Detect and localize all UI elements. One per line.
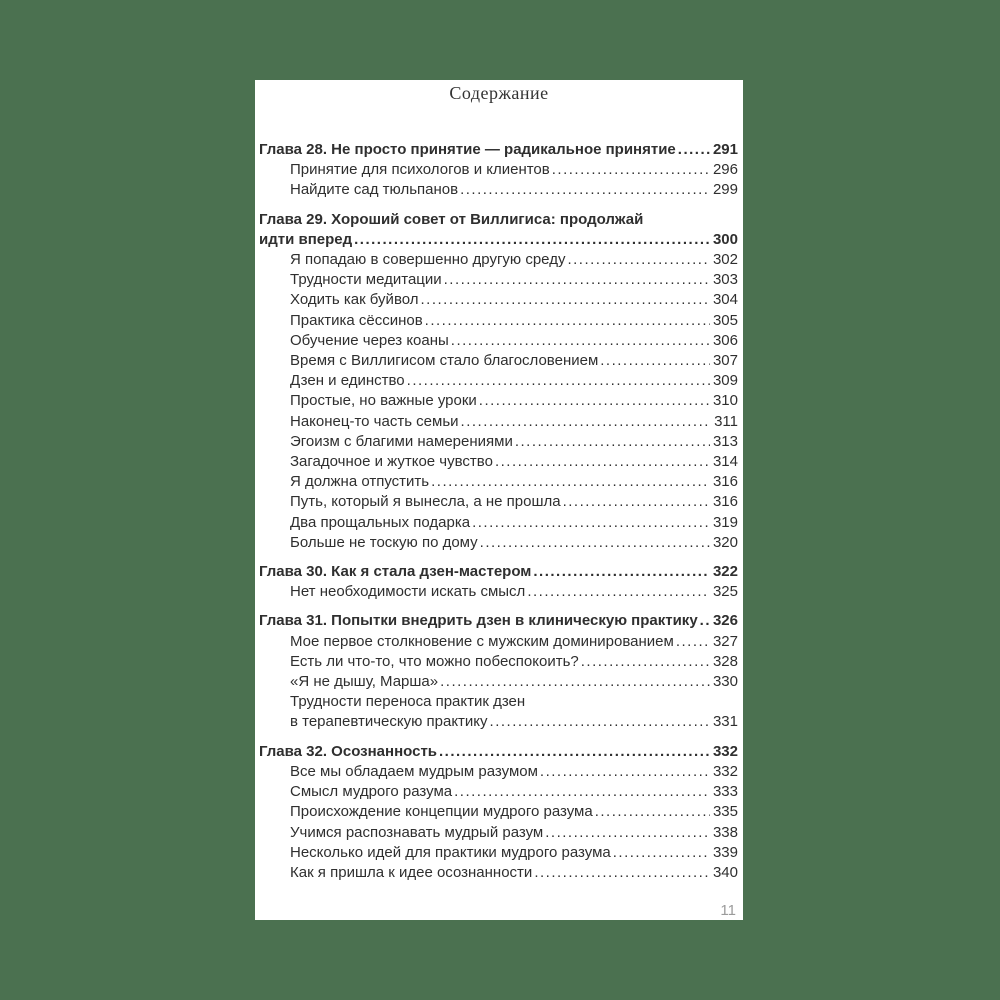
toc-entry-page: 332	[712, 762, 738, 780]
toc-chapter-row	[259, 611, 738, 631]
toc-entry-text: идти вперед	[259, 230, 353, 248]
toc-entry-text: Учимся распознавать мудрый разум	[290, 823, 544, 841]
toc-entry-text: в терапевтическую практику	[290, 713, 488, 731]
toc-entry-text: Принятие для психологов и клиентов	[290, 161, 550, 179]
toc-entry-page: 339	[712, 843, 738, 861]
toc-entry-text: Есть ли что-то, что можно побеспокоить?	[290, 652, 579, 670]
toc-entry-page: 311	[714, 412, 738, 430]
toc-sections	[259, 140, 738, 883]
dot-leader	[405, 371, 710, 391]
toc-entry-page: 307	[712, 352, 738, 370]
toc-item-row	[259, 472, 738, 492]
toc-entry-page: 326	[712, 612, 738, 630]
toc-item-row	[259, 160, 738, 180]
toc-item-row	[259, 692, 738, 712]
toc-entry-text: Глава 28. Не просто принятие — радикальное принятие	[259, 141, 676, 158]
toc-entry-page: 303	[712, 271, 738, 289]
toc-section	[259, 140, 738, 201]
toc-item-row	[259, 250, 738, 270]
toc-section	[259, 742, 738, 883]
toc-entry-text: Я попадаю в совершенно другую среду	[290, 251, 566, 269]
toc-entry-text: Загадочное и жуткое чувство	[290, 453, 493, 471]
dot-leader	[429, 472, 710, 492]
toc-entry-page: 322	[712, 563, 738, 581]
toc-entry-text: Мое первое столкновение с мужским доминированием	[290, 632, 674, 650]
toc-item-row	[259, 432, 738, 452]
toc-entry-page: 314	[712, 453, 738, 471]
dot-leader	[423, 311, 710, 331]
toc-entry-text: Глава 29. Хороший совет от Виллигиса: продолжай	[259, 210, 644, 228]
toc-entry-text: Больше не тоскую по дому	[290, 533, 478, 551]
dot-leader	[538, 762, 710, 782]
toc-entry-page: 330	[712, 673, 738, 691]
dot-leader	[611, 843, 710, 863]
toc-item-row	[259, 843, 738, 863]
toc-section	[259, 562, 738, 602]
toc-item-row	[259, 762, 738, 782]
toc-item-row	[259, 492, 738, 512]
toc-item-row	[259, 863, 738, 883]
toc-entry-text: Найдите сад тюльпанов	[290, 181, 459, 199]
dot-leader	[437, 742, 710, 762]
toc-entry-text: Обучение через коаны	[290, 331, 449, 349]
toc-item-row	[259, 391, 738, 411]
toc-item-row	[259, 782, 738, 802]
toc-entry-text: Я должна отпустить	[290, 473, 430, 491]
toc-chapter-row	[259, 562, 738, 582]
toc-entry-page: 333	[712, 783, 738, 801]
toc-entry-text: Путь, который я вынесла, а не прошла	[290, 493, 561, 511]
dot-leader	[449, 331, 710, 351]
toc-entry-page: 306	[712, 331, 738, 349]
toc-item-row	[259, 180, 738, 200]
toc-entry-page: 313	[712, 432, 738, 450]
dot-leader	[452, 782, 710, 802]
toc-item-row	[259, 311, 738, 331]
toc-chapter-row	[259, 140, 738, 160]
toc-entry-page: 304	[712, 291, 738, 309]
dot-leader	[674, 632, 710, 652]
toc-entry-text: Глава 32. Осознанность	[259, 742, 438, 760]
toc-entry-page: 319	[712, 513, 738, 531]
toc-entry-page: 325	[712, 583, 738, 601]
toc-entry-page: 316	[712, 473, 738, 491]
toc-entry-text: Эгоизм с благими намерениями	[290, 432, 513, 450]
toc-entry-page: 305	[712, 311, 738, 329]
dot-leader	[442, 270, 710, 290]
dot-leader	[525, 582, 710, 602]
dot-leader	[565, 250, 710, 270]
toc-section	[259, 210, 738, 553]
toc-entry-text: «Я не дышу, Марша»	[290, 673, 439, 691]
toc-entry-text: Дзен и единство	[290, 372, 405, 390]
toc-entry-page: 299	[712, 181, 738, 199]
toc-entry-page: 300	[712, 230, 738, 248]
toc-entry-text: Трудности медитации	[290, 271, 442, 289]
dot-leader	[676, 140, 710, 160]
toc-entry-page: 327	[712, 632, 738, 650]
toc-item-row	[259, 331, 738, 351]
toc-entry-page: 338	[712, 823, 738, 841]
toc-entry-page: 332	[712, 742, 738, 760]
toc-entry-text: Два прощальных подарка	[290, 513, 471, 531]
toc-item-row	[259, 513, 738, 533]
toc-section	[259, 611, 738, 732]
dot-leader	[593, 802, 710, 822]
toc-item-row	[259, 712, 738, 732]
dot-leader	[579, 652, 710, 672]
dot-leader	[513, 432, 710, 452]
dot-leader	[470, 513, 710, 533]
toc-item-row	[259, 371, 738, 391]
toc-item-row	[259, 652, 738, 672]
toc-entry-page: 302	[712, 251, 738, 269]
toc-item-row	[259, 351, 738, 371]
toc-entry-text: Трудности переноса практик дзен	[290, 693, 526, 711]
toc-item-row	[259, 672, 738, 692]
toc-entry-text: Как я пришла к идее осознанности	[290, 863, 533, 881]
dot-leader	[550, 160, 710, 180]
toc-item-row	[259, 290, 738, 310]
dot-leader	[532, 863, 710, 883]
toc-item-row	[259, 533, 738, 553]
toc-entry-page: 309	[712, 372, 738, 390]
book-page	[255, 80, 743, 920]
toc-entry-text: Ходить как буйвол	[290, 291, 419, 309]
toc-entry-page: 328	[712, 652, 738, 670]
toc-item-row	[259, 823, 738, 843]
toc-entry-text: Практика сёссинов	[290, 311, 423, 329]
toc-title: Содержание	[449, 83, 549, 103]
dot-leader	[458, 180, 710, 200]
dot-leader	[477, 391, 710, 411]
toc-item-row	[259, 452, 738, 472]
dot-leader	[698, 611, 710, 631]
dot-leader	[561, 492, 710, 512]
toc-entry-text: Простые, но важные уроки	[290, 392, 477, 410]
toc-entry-page: 291	[712, 141, 738, 158]
page-number: 11	[720, 902, 736, 919]
toc-chapter-row	[259, 210, 738, 230]
toc-entry-page: 335	[712, 803, 738, 821]
toc-entry-text: Несколько идей для практики мудрого разума	[290, 843, 611, 861]
toc-item-row	[259, 270, 738, 290]
dot-leader	[488, 712, 710, 732]
toc-entry-text: Время с Виллигисом стало благословением	[290, 352, 599, 370]
dot-leader	[459, 412, 712, 432]
toc-item-row	[259, 802, 738, 822]
dot-leader	[531, 562, 710, 582]
toc-chapter-row	[259, 230, 738, 250]
toc-entry-page: 316	[712, 493, 738, 511]
toc-entry-text: Происхождение концепции мудрого разума	[290, 803, 593, 821]
toc-entry-text: Все мы обладаем мудрым разумом	[290, 762, 538, 780]
toc-entry-page: 296	[712, 161, 738, 179]
dot-leader	[493, 452, 710, 472]
toc-entry-page: 320	[712, 533, 738, 551]
toc-entry-text: Нет необходимости искать смысл	[290, 583, 526, 601]
toc-entry-page: 310	[712, 392, 738, 410]
dot-leader	[352, 230, 710, 250]
toc-entry-text: Наконец-то часть семьи	[290, 412, 459, 430]
toc-entry-text: Смысл мудрого разума	[290, 783, 453, 801]
toc-entry-text: Глава 30. Как я стала дзен-мастером	[259, 563, 532, 581]
toc-item-row	[259, 582, 738, 602]
dot-leader	[478, 533, 710, 553]
toc-entry-text: Глава 31. Попытки внедрить дзен в клиническую практику	[259, 612, 698, 630]
dot-leader	[438, 672, 710, 692]
dot-leader	[598, 351, 710, 371]
toc-entry-page: 331	[712, 713, 738, 731]
dot-leader	[543, 823, 710, 843]
toc-item-row	[259, 632, 738, 652]
toc-entry-page: 340	[712, 863, 738, 881]
toc-chapter-row	[259, 742, 738, 762]
dot-leader	[419, 290, 710, 310]
toc-item-row	[259, 412, 738, 432]
